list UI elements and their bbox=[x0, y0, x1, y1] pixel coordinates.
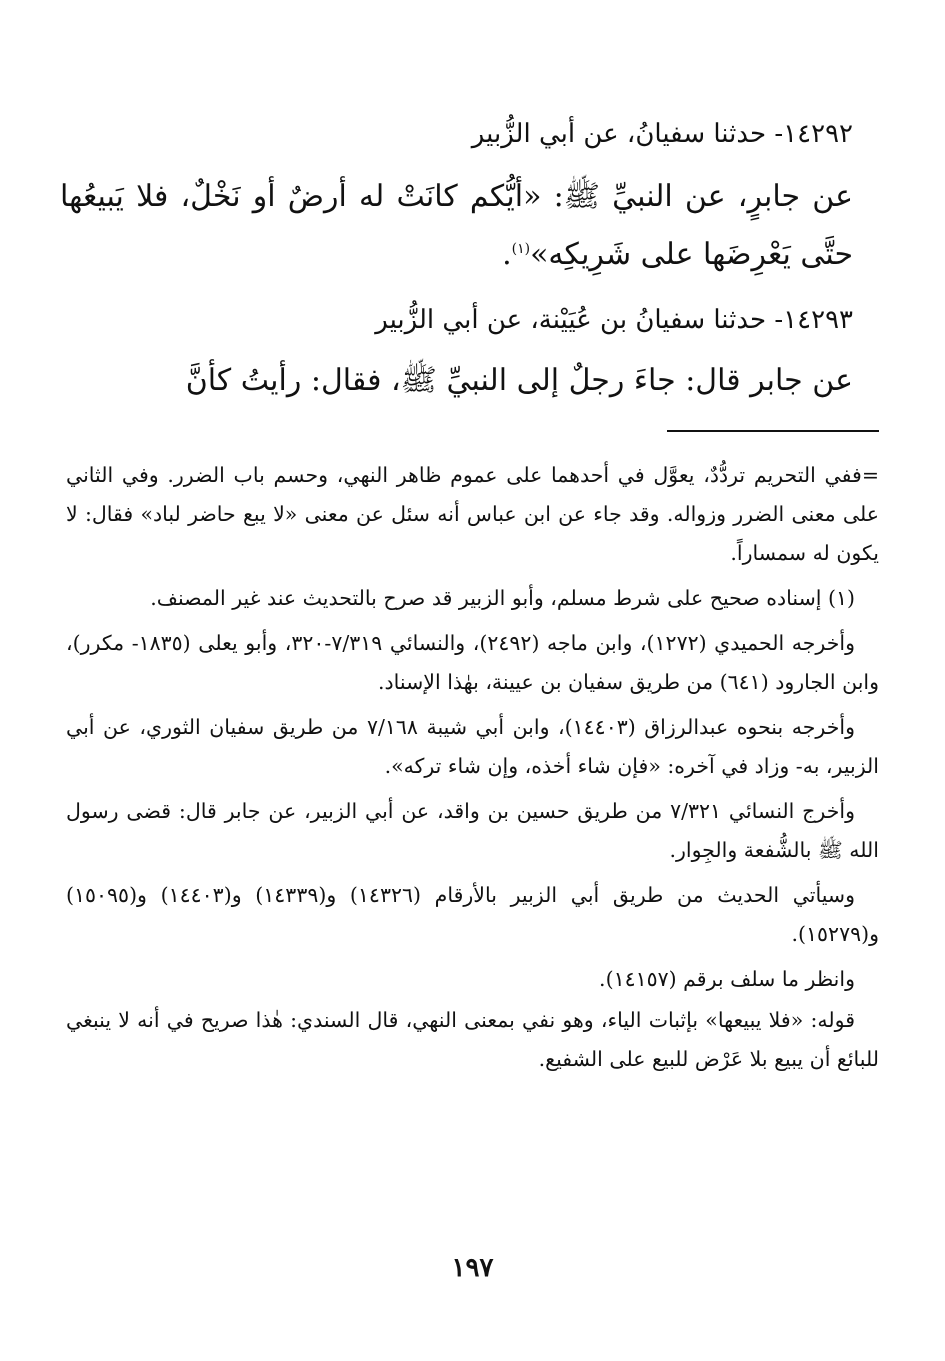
footnote-continuation: =ففي التحريم تردُّدٌ، يعوَّل في أحدهما على عموم ظاهر النهي، وحسم باب الضرر. وفي الثاني على معنى الضرر وزواله. وقد جاء عن ابن عباس أنه سئل عن معنى «لا يبع حاضر لباد» فقال: لا يكون له سمساراً. bbox=[66, 463, 879, 565]
footnote-paragraph: قوله: «فلا يبيعها» بإثبات الياء، وهو نفي بمعنى النهي، قال السندي: هٰذا صريح في أنه لا ينبغي للبائع أن يبيع بلا عَرْض للبيع على الشفيع. bbox=[66, 1008, 879, 1071]
footnote-paragraph: وانظر ما سلف برقم (١٤١٥٧). bbox=[599, 967, 855, 991]
page-number: ١٩٧ bbox=[451, 1253, 494, 1283]
hadith-header: ١٤٢٩٣- حدثنا سفيانُ بن عُيَيْنة، عن أبي الزُّبير bbox=[375, 305, 853, 335]
hadith-end-punctuation: . bbox=[502, 237, 512, 272]
footnote-paragraph: (١) إسناده صحيح على شرط مسلم، وأبو الزبير قد صرح بالتحديث عند غير المصنف. bbox=[150, 586, 855, 610]
footnote-reference[interactable]: (١) bbox=[511, 241, 531, 257]
footnote-paragraph: وأخرجه بنحوه عبدالرزاق (١٤٤٠٣)، وابن أبي شيبة ٧/١٦٨ من طريق سفيان الثوري، عن أبي الزبير، به- وزاد في آخره: «فإن شاء أخذه، وإن شاء تركه». bbox=[66, 715, 879, 778]
footnote-paragraph: وسيأتي الحديث من طريق أبي الزبير بالأرقام (١٤٣٢٦) و(١٤٣٣٩) و(١٤٤٠٣) و(١٥٠٩٥) و(١٥٢٧٩). bbox=[66, 883, 879, 946]
hadith-body bbox=[60, 168, 853, 284]
hadith-header: ١٤٢٩٢- حدثنا سفيانُ، عن أبي الزُّبير bbox=[471, 119, 853, 149]
footnote-paragraph: وأخرجه الحميدي (١٢٧٢)، وابن ماجه (٢٤٩٢)، والنسائي ٧/٣١٩-٣٢٠، وأبو يعلى (١٨٣٥- مكرر)، وابن الجارود (٦٤١) من طريق سفيان بن عيينة، بهٰذا الإسناد. bbox=[66, 631, 879, 694]
main-text bbox=[60, 108, 853, 410]
hadith-body: عن جابر قال: جاءَ رجلٌ إلى النبيِّ ﷺ، فقال: رأيتُ كأنَّ bbox=[185, 363, 853, 398]
footnotes bbox=[66, 456, 879, 1085]
footnote-paragraph: وأخرج النسائي ٧/٣٢١ من طريق حسين بن واقد، عن أبي الزبير، عن جابر قال: قضى رسول الله ﷺ بالشُّفعة والجِوار. bbox=[66, 799, 879, 862]
hadith-text: عن جابرٍ، عن النبيِّ ﷺ: «أيُّكم كانَتْ له أرضٌ أو نَخْلٌ، فلا يَبيعُها حتَّى يَعْرِضَها على شَرِيكِه» bbox=[60, 179, 853, 272]
footnote-divider bbox=[667, 430, 879, 432]
